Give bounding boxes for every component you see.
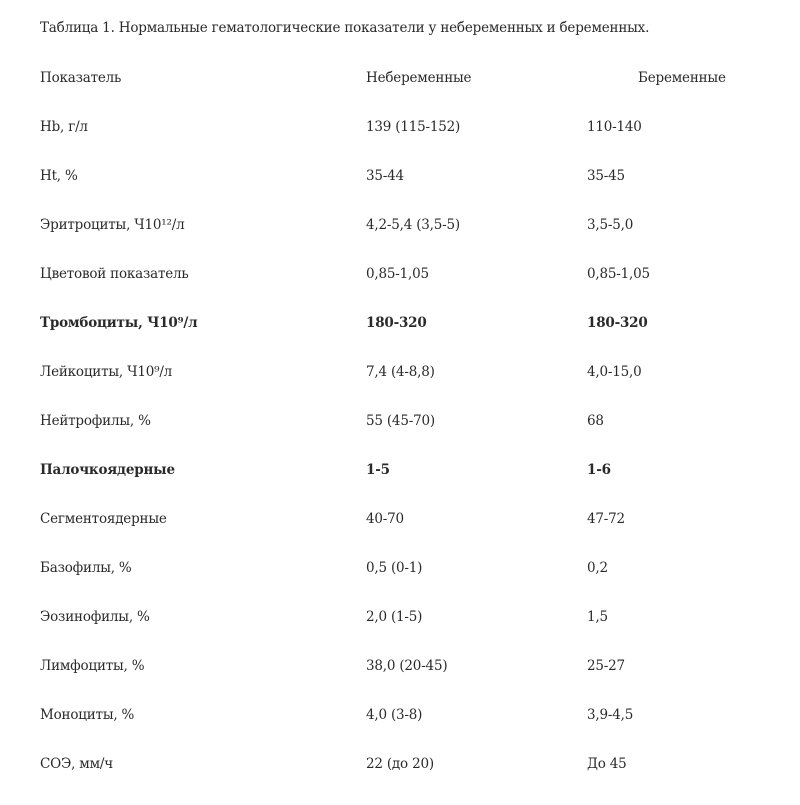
table-row: [0, 756, 800, 805]
table-row: [0, 707, 800, 756]
row-label: Hb, г/л: [40, 119, 88, 135]
row-nonpregnant-value: 180-320: [366, 315, 427, 331]
table-body: [0, 119, 800, 805]
row-label: Эозинофилы, %: [40, 609, 150, 625]
table-row: [0, 560, 800, 609]
table-row: [0, 658, 800, 707]
table-row: [0, 511, 800, 560]
table-header-row: [0, 70, 800, 90]
row-nonpregnant-value: 22 (до 20): [366, 756, 434, 772]
row-nonpregnant-value: 1-5: [366, 462, 390, 478]
row-label: Лимфоциты, %: [40, 658, 145, 674]
row-pregnant-value: 110-140: [587, 119, 642, 135]
row-pregnant-value: 68: [587, 413, 604, 429]
header-pregnant: Беременные: [638, 70, 726, 86]
row-pregnant-value: 3,5-5,0: [587, 217, 634, 233]
row-label: СОЭ, мм/ч: [40, 756, 113, 772]
row-pregnant-value: 4,0-15,0: [587, 364, 642, 380]
row-pregnant-value: До 45: [587, 756, 627, 772]
row-nonpregnant-value: 7,4 (4-8,8): [366, 364, 435, 380]
row-label: Лейкоциты, Ч10⁹/л: [40, 364, 173, 380]
table-row: [0, 168, 800, 217]
row-pregnant-value: 1,5: [587, 609, 608, 625]
row-nonpregnant-value: 38,0 (20-45): [366, 658, 448, 674]
row-nonpregnant-value: 0,5 (0-1): [366, 560, 423, 576]
row-label: Палочкоядерные: [40, 462, 175, 478]
row-nonpregnant-value: 55 (45-70): [366, 413, 435, 429]
row-nonpregnant-value: 40-70: [366, 511, 404, 527]
header-indicator: Показатель: [40, 70, 122, 86]
row-label: Цветовой показатель: [40, 266, 189, 282]
table-row: [0, 266, 800, 315]
row-pregnant-value: 1-6: [587, 462, 611, 478]
row-nonpregnant-value: 4,0 (3-8): [366, 707, 423, 723]
row-pregnant-value: 0,85-1,05: [587, 266, 650, 282]
row-label: Нейтрофилы, %: [40, 413, 151, 429]
table-row: [0, 364, 800, 413]
row-pregnant-value: 25-27: [587, 658, 625, 674]
row-label: Базофилы, %: [40, 560, 132, 576]
row-nonpregnant-value: 0,85-1,05: [366, 266, 429, 282]
table-row: [0, 413, 800, 462]
table-row: [0, 119, 800, 168]
row-pregnant-value: 0,2: [587, 560, 608, 576]
row-nonpregnant-value: 4,2-5,4 (3,5-5): [366, 217, 460, 233]
header-nonpregnant: Небеременные: [366, 70, 472, 86]
row-pregnant-value: 3,9-4,5: [587, 707, 634, 723]
row-nonpregnant-value: 2,0 (1-5): [366, 609, 423, 625]
row-label: Моноциты, %: [40, 707, 135, 723]
table-row: [0, 217, 800, 266]
row-label: Эритроциты, Ч10¹²/л: [40, 217, 185, 233]
table-caption: Таблица 1. Нормальные гематологические показатели у небеременных и беременных.: [40, 20, 650, 36]
row-label: Тромбоциты, Ч10⁹/л: [40, 315, 198, 331]
row-pregnant-value: 35-45: [587, 168, 625, 184]
table-row: [0, 462, 800, 511]
table-row: [0, 315, 800, 364]
row-pregnant-value: 47-72: [587, 511, 625, 527]
row-pregnant-value: 180-320: [587, 315, 648, 331]
row-label: Ht, %: [40, 168, 78, 184]
table-row: [0, 609, 800, 658]
row-nonpregnant-value: 35-44: [366, 168, 404, 184]
row-nonpregnant-value: 139 (115-152): [366, 119, 461, 135]
row-label: Сегментоядерные: [40, 511, 167, 527]
